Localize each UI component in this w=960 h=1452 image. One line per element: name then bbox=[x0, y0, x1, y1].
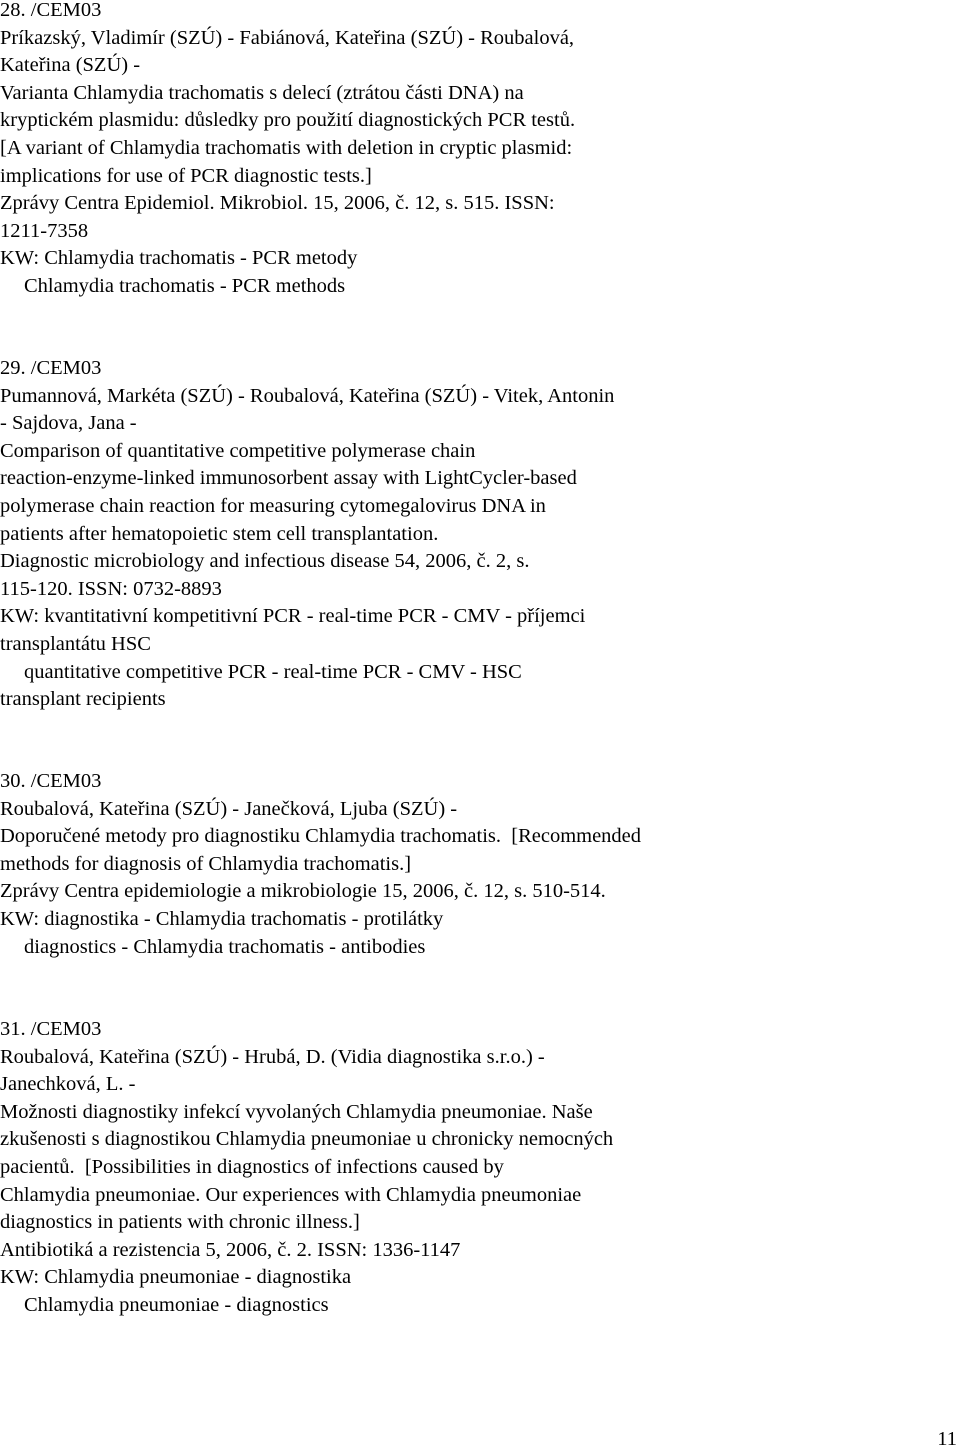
entry-title: polymerase chain reaction for measuring cytomegalovirus DNA in bbox=[0, 494, 546, 517]
entry-source: Antibiotiká a rezistencia 5, 2006, č. 2. ISSN: 1336-1147 bbox=[0, 1238, 461, 1261]
entry-title: patients after hematopoietic stem cell transplantation. bbox=[0, 522, 439, 545]
entry-authors: Pumannová, Markéta (SZÚ) - Roubalová, Kateřina (SZÚ) - Vitek, Antonin bbox=[0, 384, 615, 407]
page-number: 11 bbox=[937, 1428, 957, 1450]
entry-title-translation: diagnostics in patients with chronic illness.] bbox=[0, 1211, 360, 1234]
entry-authors: Janechková, L. - bbox=[0, 1073, 136, 1096]
entry-title-translation: Chlamydia pneumoniae. Our experiences with Chlamydia pneumoniae bbox=[0, 1183, 582, 1206]
entry-keywords-english: quantitative competitive PCR - real-time PCR - CMV - HSC bbox=[24, 660, 522, 683]
entry-source: Diagnostic microbiology and infectious disease 54, 2006, č. 2, s. bbox=[0, 550, 530, 573]
entry-keywords-english: transplant recipients bbox=[0, 688, 166, 711]
entry-title: kryptickém plasmidu: důsledky pro použití diagnostických PCR testů. bbox=[0, 109, 576, 132]
entry-number: 29. /CEM03 bbox=[0, 357, 102, 379]
entry-title: Varianta Chlamydia trachomatis s delecí (ztrátou části DNA) na bbox=[0, 81, 524, 104]
bibliography-entry-31 bbox=[0, 1016, 950, 1320]
entry-title: zkušenosti s diagnostikou Chlamydia pneumoniae u chronicky nemocných bbox=[0, 1128, 614, 1151]
entry-keywords-english: Chlamydia pneumoniae - diagnostics bbox=[24, 1293, 329, 1316]
entry-keywords-english: Chlamydia trachomatis - PCR methods bbox=[24, 274, 346, 297]
entry-keywords: KW: kvantitativní kompetitivní PCR - real-time PCR - CMV - příjemci bbox=[0, 605, 586, 628]
entry-title-translation: [A variant of Chlamydia trachomatis with deletion in cryptic plasmid: bbox=[0, 136, 573, 159]
entry-number: 28. /CEM03 bbox=[0, 0, 102, 21]
entry-number: 30. /CEM03 bbox=[0, 770, 102, 792]
entry-title-translation: methods for diagnosis of Chlamydia trachomatis.] bbox=[0, 852, 412, 875]
entry-source: Zprávy Centra epidemiologie a mikrobiologie 15, 2006, č. 12, s. 510-514. bbox=[0, 880, 606, 903]
entry-source: 1211-7358 bbox=[0, 219, 89, 242]
entry-source: 115-120. ISSN: 0732-8893 bbox=[0, 577, 222, 600]
entry-keywords: KW: diagnostika - Chlamydia trachomatis - protilátky bbox=[0, 907, 444, 930]
bibliography-entry-29 bbox=[0, 355, 950, 714]
entry-title: Doporučené metody pro diagnostiku Chlamydia trachomatis. [Recommended bbox=[0, 825, 642, 848]
entry-title: Comparison of quantitative competitive polymerase chain bbox=[0, 439, 476, 462]
entry-title: reaction-enzyme-linked immunosorbent assay with LightCycler-based bbox=[0, 467, 577, 490]
entry-authors: - Sajdova, Jana - bbox=[0, 412, 137, 435]
bibliography-entry-28 bbox=[0, 0, 950, 301]
entry-keywords-english: diagnostics - Chlamydia trachomatis - antibodies bbox=[24, 935, 426, 958]
entry-source: Zprávy Centra Epidemiol. Mikrobiol. 15, 2006, č. 12, s. 515. ISSN: bbox=[0, 192, 555, 215]
entry-authors: Roubalová, Kateřina (SZÚ) - Hrubá, D. (Vidia diagnostika s.r.o.) - bbox=[0, 1045, 545, 1068]
entry-title: pacientů. [Possibilities in diagnostics of infections caused by bbox=[0, 1155, 504, 1178]
entry-keywords: transplantátu HSC bbox=[0, 632, 151, 655]
entry-keywords: KW: Chlamydia trachomatis - PCR metody bbox=[0, 247, 358, 270]
bibliography-entry-30 bbox=[0, 768, 950, 961]
entry-title: Možnosti diagnostiky infekcí vyvolaných Chlamydia pneumoniae. Naše bbox=[0, 1100, 593, 1123]
entry-number: 31. /CEM03 bbox=[0, 1018, 102, 1040]
entry-title-translation: implications for use of PCR diagnostic tests.] bbox=[0, 164, 372, 187]
entry-authors: Kateřina (SZÚ) - bbox=[0, 54, 141, 77]
entry-authors: Príkazský, Vladimír (SZÚ) - Fabiánová, Kateřina (SZÚ) - Roubalová, bbox=[0, 26, 575, 49]
entry-authors: Roubalová, Kateřina (SZÚ) - Janečková, Ljuba (SZÚ) - bbox=[0, 797, 458, 820]
entry-keywords: KW: Chlamydia pneumoniae - diagnostika bbox=[0, 1266, 352, 1289]
